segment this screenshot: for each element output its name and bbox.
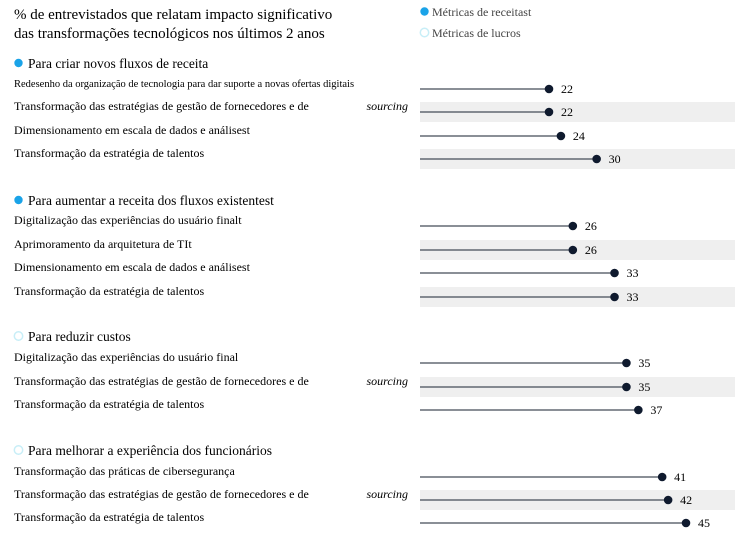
data-row — [14, 213, 597, 233]
group-marker-receita — [14, 59, 22, 67]
value-label: 35 — [638, 380, 651, 394]
row-label: Transformação da estratégia de talentos — [14, 284, 205, 298]
value-label: 41 — [674, 470, 687, 484]
value-label: 42 — [680, 493, 693, 507]
row-label: Transformação da estratégia de talentos — [14, 510, 205, 524]
data-row — [14, 284, 735, 307]
value-label: 22 — [561, 105, 573, 119]
lollipop-dot — [658, 473, 667, 482]
legend-marker-lucros — [420, 28, 428, 36]
value-label: 26 — [584, 243, 597, 257]
row-label: Aprimoramento da arquitetura de TIt — [14, 237, 192, 251]
group-title: Para aumentar a receita dos fluxos existentest — [28, 193, 274, 208]
group-title: Para melhorar a experiência dos funcionários — [28, 443, 273, 458]
row-label: Digitalização das experiências do usuário final — [14, 350, 239, 364]
row-label-suffix: sourcing — [366, 374, 408, 388]
row-label: Transformação da estratégia de talentos — [14, 146, 205, 160]
group-marker-lucros — [14, 332, 22, 340]
lollipop-dot — [557, 132, 566, 141]
row-label: Transformação da estratégia de talentos — [14, 397, 205, 411]
group-title: Para criar novos fluxos de receita — [28, 56, 209, 71]
lollipop-dot — [622, 359, 631, 368]
row-label: Transformação das práticas de cibersegurança — [14, 464, 235, 478]
group-title: Para reduzir custos — [28, 329, 131, 344]
data-row — [14, 397, 662, 417]
value-label: 35 — [638, 356, 651, 370]
group-4 — [14, 443, 735, 530]
value-label: 33 — [626, 290, 639, 304]
group-2 — [14, 193, 735, 307]
groups-layer — [14, 56, 735, 530]
data-row — [14, 79, 573, 96]
group-marker-receita — [14, 196, 22, 204]
legend-label-receita: Métricas de receitast — [432, 5, 532, 19]
row-label: Transformação das estratégias de gestão de fornecedores e de — [14, 487, 309, 501]
lollipop-dot — [545, 108, 554, 117]
data-row — [14, 464, 686, 484]
value-label: 24 — [572, 129, 585, 143]
lollipop-dot — [682, 519, 691, 528]
group-marker-lucros — [14, 446, 22, 454]
value-label: 45 — [698, 516, 710, 530]
data-row — [14, 146, 735, 169]
row-label: Digitalização das experiências do usuário finalt — [14, 213, 242, 227]
lollipop-dot — [622, 383, 631, 392]
row-label: Dimensionamento em escala de dados e análisest — [14, 260, 250, 274]
data-row — [14, 123, 585, 143]
row-label: Transformação das estratégias de gestão de fornecedores e de — [14, 99, 309, 113]
data-row — [14, 510, 710, 530]
row-label-suffix: sourcing — [366, 99, 408, 113]
chart-title-line-1: % de entrevistados que relatam impacto significativo — [14, 7, 333, 23]
lollipop-dot — [569, 246, 578, 255]
lollipop-dot — [610, 293, 619, 302]
group-1 — [14, 56, 735, 169]
chart-title-line-2: das transformações tecnológicos nos últimos 2 anos — [14, 26, 325, 42]
data-row — [14, 487, 735, 510]
lollipop-dot — [610, 269, 619, 278]
row-label-suffix: sourcing — [366, 487, 408, 501]
data-row — [14, 237, 735, 260]
value-label: 37 — [650, 403, 663, 417]
row-label: Transformação das estratégias de gestão de fornecedores e de — [14, 374, 309, 388]
value-label: 30 — [608, 152, 621, 166]
data-row — [14, 99, 735, 122]
lollipop-dot — [545, 85, 554, 94]
value-label: 26 — [584, 219, 597, 233]
lollipop-dot — [569, 222, 578, 231]
value-label: 22 — [561, 82, 573, 96]
data-row — [14, 260, 639, 280]
legend — [420, 5, 532, 40]
legend-label-lucros: Métricas de lucros — [432, 26, 521, 40]
value-label: 33 — [626, 266, 639, 280]
lollipop-dot — [664, 496, 673, 505]
lollipop-dot — [592, 155, 601, 164]
lollipop-dot — [634, 406, 643, 415]
legend-marker-receita — [420, 7, 428, 15]
row-label: Dimensionamento em escala de dados e análisest — [14, 123, 250, 137]
row-label: Redesenho da organização de tecnologia para dar suporte a novas ofertas digitais — [14, 79, 355, 90]
data-row — [14, 374, 735, 397]
group-3 — [14, 329, 735, 417]
data-row — [14, 350, 650, 370]
